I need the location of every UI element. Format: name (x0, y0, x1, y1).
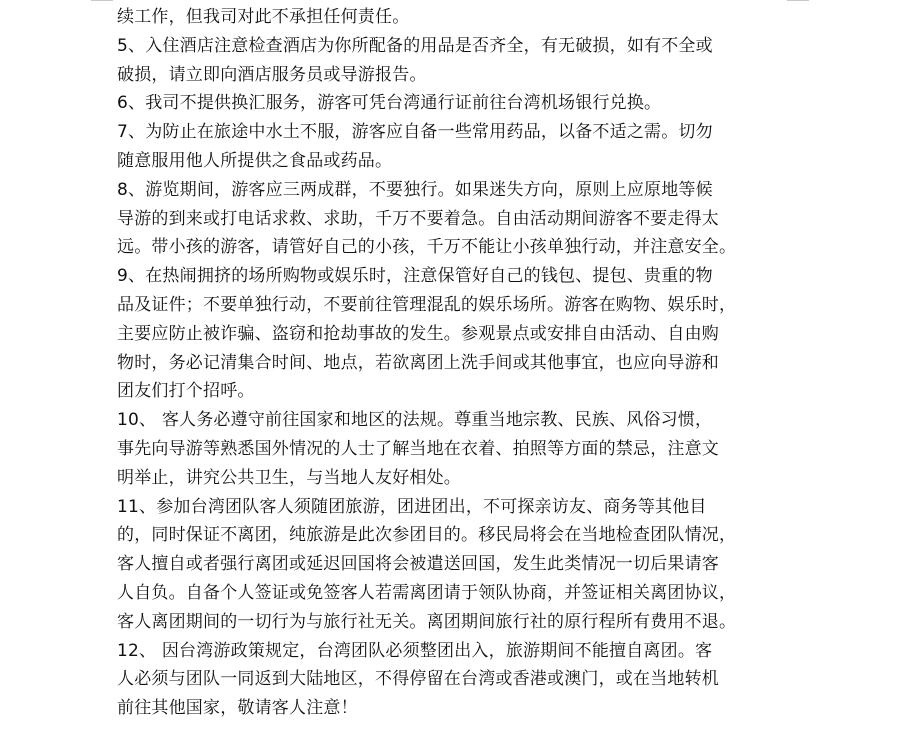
text-line: 6、我司不提供换汇服务，游客可凭台湾通行证前往台湾机场银行兑换。 (117, 93, 662, 114)
document-page (117, 0, 797, 737)
text-line: 远。带小孩的游客，请管好自己的小孩，千万不能让小孩单独行动，并注意安全。 (117, 237, 737, 258)
text-line: 8、游览期间，游客应三两成群，不要独行。如果迷失方向，原则上应原地等候 (117, 179, 713, 200)
text-line: 品及证件；不要单独行动，不要前往管理混乱的娱乐场所。游客在购物、娱乐时， (117, 294, 737, 315)
text-line: 11、参加台湾团队客人须随团旅游，团进团出，不可探亲访友、商务等其他目 (117, 496, 707, 517)
text-line: 人自负。自备个人签证或免签客人若需离团请于领队协商，并签证相关离团协议， (117, 582, 737, 603)
document-body (117, 3, 797, 723)
text-line: 破损，请立即向酒店服务员或导游报告。 (117, 64, 427, 85)
text-line: 5、入住酒店注意检查酒店为你所配备的用品是否齐全，有无破损，如有不全或 (117, 35, 713, 56)
text-line: 物时，务必记清集合时间、地点，若欲离团上洗手间或其他事宜，也应向导游和 (117, 352, 719, 373)
text-line: 前往其他国家，敬请客人注意！ (117, 698, 358, 719)
text-line: 事先向导游等熟悉国外情况的人士了解当地在衣着、拍照等方面的禁忌，注意文 (117, 438, 719, 459)
text-line: 客人离团期间的一切行为与旅行社无关。离团期间旅行社的原行程所有费用不退。 (117, 611, 737, 632)
text-line: 续工作，但我司对此不承担任何责任。 (117, 7, 410, 27)
text-line: 随意服用他人所提供之食品或药品。 (117, 150, 393, 171)
text-line: 团友们打个招呼。 (117, 381, 255, 402)
text-line: 12、 因台湾游政策规定，台湾团队必须整团出入，旅游期间不能擅自离团。客 (117, 640, 713, 661)
text-line: 导游的到来或打电话求救、求助，千万不要着急。自由活动期间游客不要走得太 (117, 208, 719, 229)
text-line: 客人擅自或者强行离团或延迟回国将会被遣送回国，发生此类情况一切后果请客 (117, 554, 719, 575)
text-line: 7、为防止在旅途中水土不服，游客应自备一些常用药品，以备不适之需。切勿 (117, 122, 713, 143)
text-line: 的，同时保证不离团，纯旅游是此次参团目的。移民局将会在当地检查团队情况， (117, 525, 737, 546)
text-line: 明举止，讲究公共卫生，与当地人友好相处。 (117, 467, 461, 488)
text-line: 人必须与团队一同返到大陆地区，不得停留在台湾或香港或澳门，或在当地转机 (117, 669, 719, 690)
page-corner-mark-left (91, 0, 113, 1)
text-line: 10、 客人务必遵守前往国家和地区的法规。尊重当地宗教、民族、风俗习惯， (117, 410, 713, 431)
text-line: 9、在热闹拥挤的场所购物或娱乐时，注意保管好自己的钱包、提包、贵重的物 (117, 266, 713, 287)
text-line: 主要应防止被诈骗、盗窃和抢劫事故的发生。参观景点或安排自由活动、自由购 (117, 323, 719, 344)
